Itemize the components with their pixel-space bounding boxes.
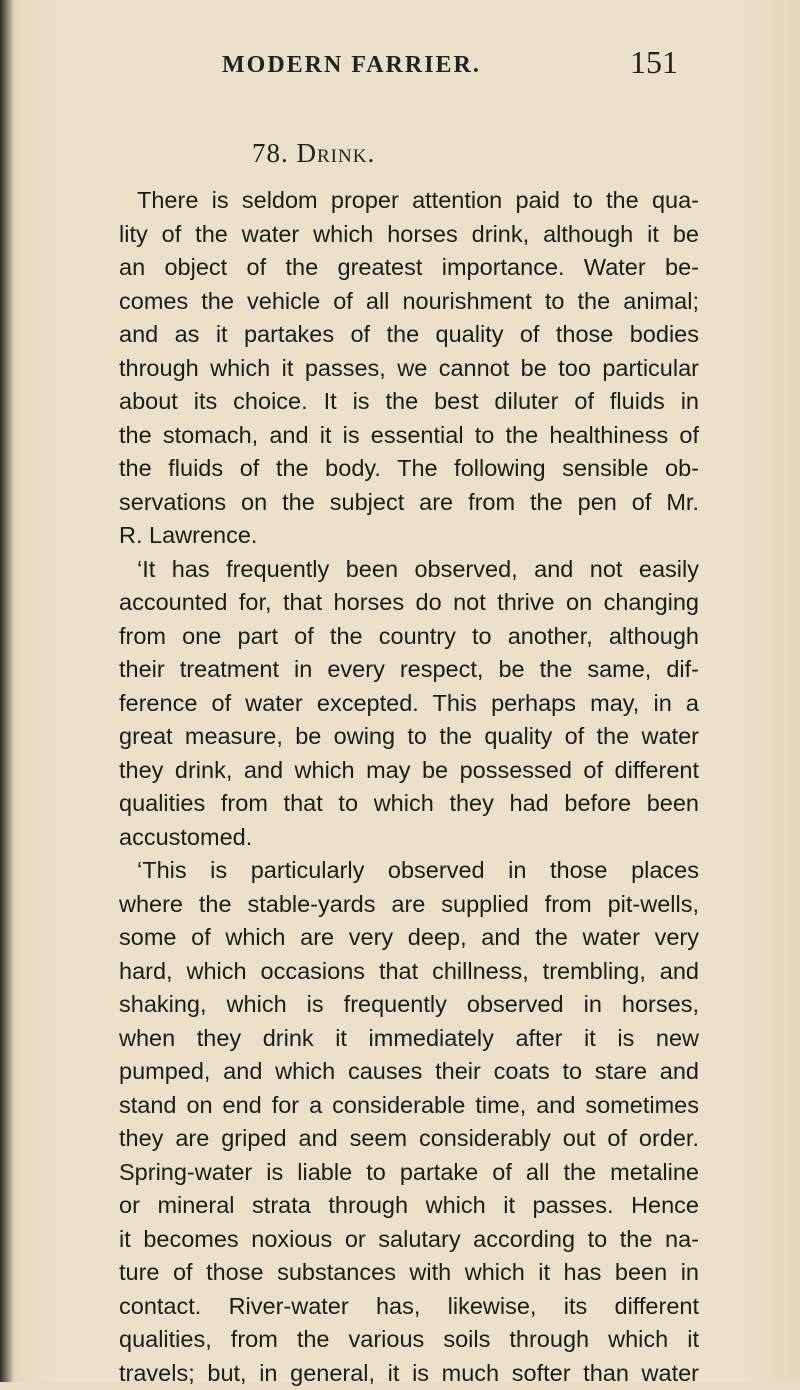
binding-gutter (0, 0, 14, 1382)
text-line: Spring-water is liable to partake of all the metaline (119, 1156, 699, 1190)
section-number: 78. (252, 138, 289, 168)
text-line: it becomes noxious or salutary according to the na- (119, 1223, 699, 1257)
text-line: qualities from that to which they had before been (119, 787, 699, 821)
text-line: great measure, be owing to the quality of the water (119, 720, 699, 754)
text-line: they are griped and seem considerably out of order. (119, 1122, 699, 1156)
text-line: ture of those substances with which it has been in (119, 1256, 699, 1290)
text-line: ference of water excepted. This perhaps may, in a (119, 687, 699, 721)
text-line: when they drink it immediately after it is new (119, 1022, 699, 1056)
text-line: through which it passes, we cannot be too particular (119, 352, 699, 386)
text-line: There is seldom proper attention paid to the qua- (119, 184, 699, 218)
section-heading (252, 138, 375, 169)
text-line: contact. River-water has, likewise, its different (119, 1290, 699, 1324)
text-line: an object of the greatest importance. Water be- (119, 251, 699, 285)
text-line: qualities, from the various soils through which it (119, 1323, 699, 1357)
text-line: ‘It has frequently been observed, and not easily (119, 553, 699, 587)
page-number: 151 (630, 44, 678, 81)
text-line: pumped, and which causes their coats to stare and (119, 1055, 699, 1089)
running-head (0, 44, 800, 84)
text-line: accounted for, that horses do not thrive on changing (119, 586, 699, 620)
text-line: comes the vehicle of all nourishment to the animal; (119, 285, 699, 319)
running-title: MODERN FARRIER. (222, 52, 481, 79)
text-line: their treatment in every respect, be the same, dif- (119, 653, 699, 687)
text-line: travels; but, in general, it is much softer than water (119, 1357, 699, 1390)
text-line: the stomach, and it is essential to the healthiness of (119, 419, 699, 453)
text-line: hard, which occasions that chillness, trembling, and (119, 955, 699, 989)
text-line: stand on end for a considerable time, and sometimes (119, 1089, 699, 1123)
text-line: from one part of the country to another, although (119, 620, 699, 654)
text-line: they drink, and which may be possessed of different (119, 754, 699, 788)
text-line: servations on the subject are from the pen of Mr. (119, 486, 699, 520)
text-line: where the stable-yards are supplied from pit-wells, (119, 888, 699, 922)
text-line: or mineral strata through which it passes. Hence (119, 1189, 699, 1223)
text-line: R. Lawrence. (119, 519, 699, 553)
text-line: about its choice. It is the best diluter of fluids in (119, 385, 699, 419)
text-line: ‘This is particularly observed in those places (119, 854, 699, 888)
body-text (119, 184, 699, 1390)
text-line: the fluids of the body. The following sensible ob- (119, 452, 699, 486)
section-title: Drink. (297, 138, 376, 168)
text-line: lity of the water which horses drink, although it be (119, 218, 699, 252)
text-line: shaking, which is frequently observed in horses, (119, 988, 699, 1022)
text-line: and as it partakes of the quality of those bodies (119, 318, 699, 352)
text-line: accustomed. (119, 821, 699, 855)
text-line: some of which are very deep, and the water very (119, 921, 699, 955)
